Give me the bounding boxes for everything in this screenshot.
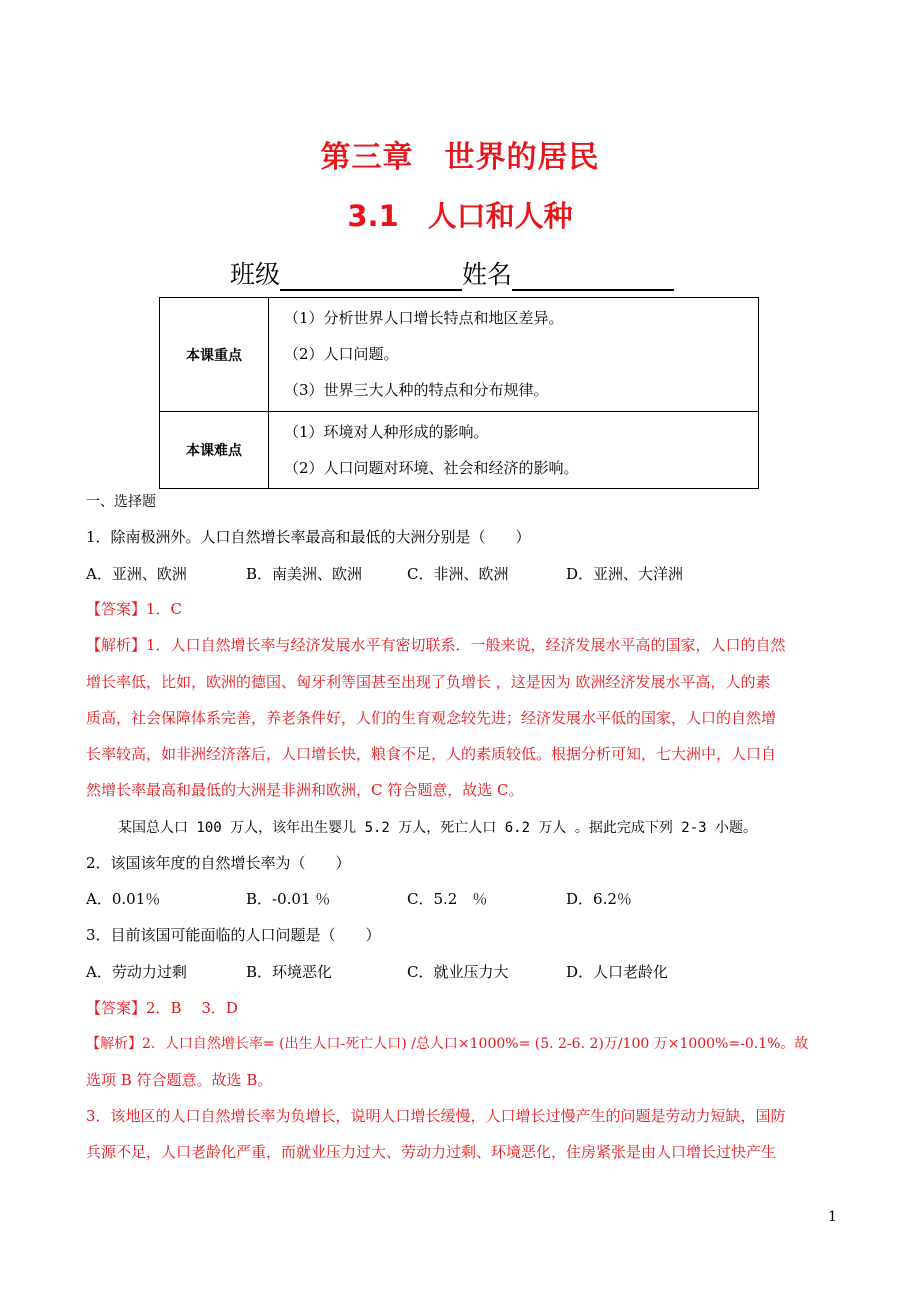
q3-option-c: C．就业压力大 (407, 963, 509, 981)
key-points-cell (269, 298, 759, 412)
difficult-point: （2）人口问题对环境、社会和经济的影响。 (284, 459, 579, 477)
key-point: （3）世界三大人种的特点和分布规律。 (284, 381, 549, 399)
chapter-title: 第三章 世界的居民 (320, 140, 600, 175)
material-text: 某国总人口 100 万人，该年出生婴儿 5.2 万人，死亡人口 6.2 万人 。据此完成下列 2-3 小题。 (118, 820, 758, 836)
q1-analysis-line: 【解析】1．人口自然增长率与经济发展水平有密切联系．一般来说，经济发展水平高的国家，人口的自然 (86, 636, 786, 654)
q2-option-c: C．5.2 ％ (407, 890, 488, 908)
difficult-points-label: 本课难点 (160, 412, 269, 489)
q1-option-b: B．南美洲、欧洲 (246, 565, 363, 583)
class-blank (280, 261, 462, 291)
objectives-table (159, 297, 759, 489)
key-points-label: 本课重点 (160, 298, 269, 412)
name-blank (512, 261, 674, 291)
difficult-points-cell (269, 412, 759, 489)
q2-option-d: D．6.2％ (566, 890, 632, 908)
q2-option-b: B．-0.01 ％ (246, 890, 331, 908)
q23-analysis-line: 兵源不足，人口老龄化严重，而就业压力过大、劳动力过剩、环境恶化，住房紧张是由人口增长过快产生 (86, 1143, 777, 1161)
q1-analysis-line: 质高，社会保障体系完善，养老条件好，人们的生育观念较先进；经济发展水平低的国家，人口的自然增 (86, 709, 777, 727)
name-label: 姓名 (462, 260, 513, 289)
key-point: （1）分析世界人口增长特点和地区差异。 (284, 309, 564, 327)
key-point: （2）人口问题。 (284, 345, 399, 363)
q3-option-a: A．劳动力过剩 (86, 963, 187, 981)
q2-option-a: A．0.01％ (86, 890, 161, 908)
q23-analysis-line: 【解析】2．人口自然增长率= (出生人口-死亡人口) /总人口×1000%= (5. 2-6. 2)万/100 万×1000%=-0.1%。故 (86, 1036, 809, 1052)
q3-option-d: D．人口老龄化 (566, 963, 669, 981)
q2-stem: 2．该国该年度的自然增长率为（ ） (86, 854, 351, 872)
q1-option-a: A．亚洲、欧洲 (86, 565, 187, 583)
q1-analysis-line: 长率较高，如非洲经济落后，人口增长快，粮食不足，人的素质较低。根据分析可知，七大洲中，人口自 (86, 745, 777, 763)
q1-analysis-line: 然增长率最高和最低的大洲是非洲和欧洲，C 符合题意，故选 C。 (86, 781, 524, 799)
q1-stem: 1．除南极洲外。人口自然增长率最高和最低的大洲分别是（ ） (86, 528, 531, 546)
q1-option-d: D．亚洲、大洋洲 (566, 565, 684, 583)
q3-option-b: B．环境恶化 (246, 963, 333, 981)
q23-answer: 【答案】2．B 3．D (86, 999, 238, 1017)
class-label: 班级 (230, 260, 281, 289)
class-name-line (230, 255, 674, 291)
difficult-point: （1）环境对人种形成的影响。 (284, 423, 489, 441)
q1-option-c: C．非洲、欧洲 (407, 565, 509, 583)
q23-analysis-line: 选项 B 符合题意。故选 B。 (86, 1071, 273, 1089)
q3-stem: 3．目前该国可能面临的人口问题是（ ） (86, 926, 381, 944)
section-title: 3.1 人口和人种 (347, 199, 573, 233)
q1-answer: 【答案】1．C (86, 600, 183, 618)
q23-analysis-line: 3．该地区的人口自然增长率为负增长，说明人口增长缓慢，人口增长过慢产生的问题是劳动力短缺，国防 (86, 1107, 786, 1125)
page-number: 1 (828, 1209, 837, 1225)
q1-analysis-line: 增长率低，比如，欧洲的德国、匈牙利等国甚至出现了负增长 ，这是因为 欧洲经济发展水平高，人的素 (86, 673, 771, 691)
section-heading: 一、选择题 (86, 494, 156, 510)
